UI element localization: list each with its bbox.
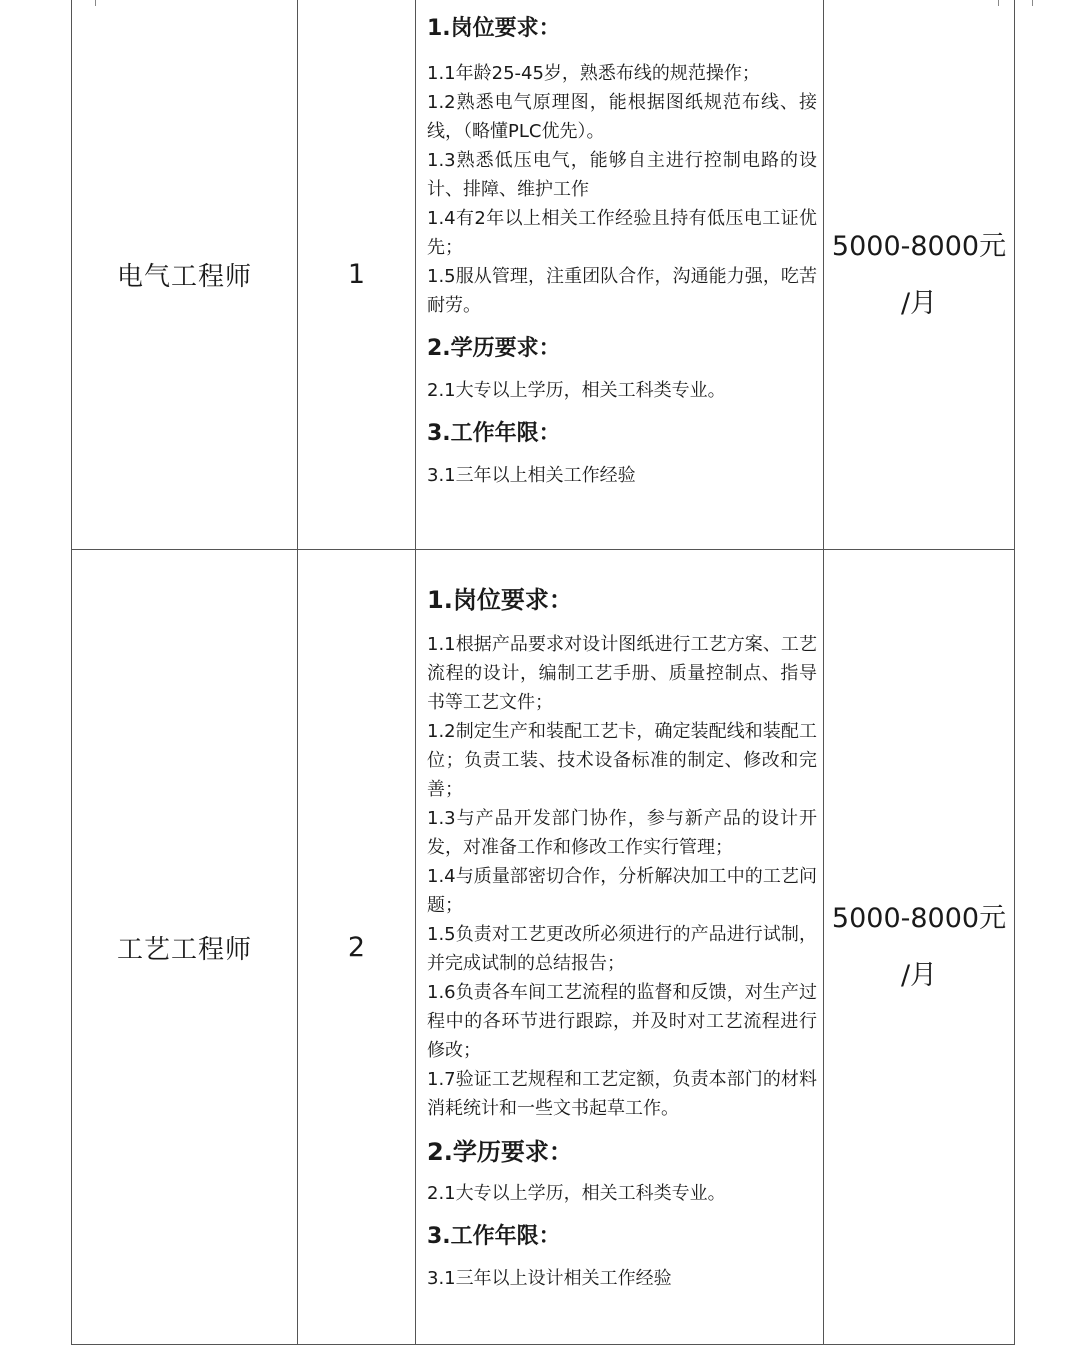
edge-tick-right-2 — [1032, 0, 1033, 6]
requirement-item: 1.2熟悉电气原理图，能根据图纸规范布线、接线，（略懂PLC优先）。 — [427, 92, 817, 142]
salary — [824, 550, 1014, 1344]
table-divider-2 — [415, 0, 416, 1345]
requirement-item: 1.4有2年以上相关工作经验且持有低压电工证优先； — [427, 208, 817, 258]
requirement-item: 2.1大专以上学历，相关工科类专业。 — [427, 1183, 726, 1204]
requirement-item: 3.1三年以上相关工作经验 — [427, 465, 636, 486]
salary-unit: /月 — [900, 287, 938, 319]
section-heading: 1.岗位要求： — [427, 586, 573, 614]
headcount: 2 — [347, 931, 366, 963]
requirement-item: 1.2制定生产和装配工艺卡，确定装配线和装配工位；负责工装、技术设备标准的制定、修改和完善； — [427, 721, 817, 800]
requirement-item: 1.1根据产品要求对设计图纸进行工艺方案、工艺流程的设计，编制工艺手册、质量控制点、指导书等工艺文件； — [427, 634, 817, 713]
requirement-item: 1.1年龄25-45岁，熟悉布线的规范操作； — [427, 63, 760, 84]
job-title: 电气工程师 — [116, 262, 252, 292]
section-heading: 3.工作年限： — [427, 421, 561, 446]
table-border-right — [1014, 0, 1015, 1345]
requirement-item: 1.5负责对工艺更改所必须进行的产品进行试制，并完成试制的总结报告； — [427, 924, 817, 974]
section-heading: 1.岗位要求： — [427, 16, 561, 41]
requirement-item: 3.1三年以上设计相关工作经验 — [427, 1268, 672, 1289]
job-title: 工艺工程师 — [116, 934, 252, 965]
requirement-item: 1.5服从管理，注重团队合作，沟通能力强，吃苦耐劳。 — [427, 266, 817, 316]
requirements — [427, 585, 817, 1293]
requirement-item: 1.7验证工艺规程和工艺定额，负责本部门的材料消耗统计和一些文书起草工作。 — [427, 1069, 817, 1119]
requirement-item: 1.6负责各车间工艺流程的监督和反馈，对生产过程中的各环节进行跟踪，并及时对工艺流程进行修改； — [427, 982, 817, 1061]
salary — [824, 0, 1014, 549]
section-heading: 2.学历要求： — [427, 336, 561, 361]
salary-amount: 5000-8000元 — [831, 903, 1007, 934]
headcount: 1 — [347, 259, 366, 290]
requirement-item: 2.1大专以上学历，相关工科类专业。 — [427, 380, 726, 401]
salary-amount: 5000-8000元 — [831, 230, 1007, 262]
table-border-bottom — [71, 1344, 1015, 1345]
requirement-item: 1.3与产品开发部门协作，参与新产品的设计开发，对准备工作和修改工作实行管理； — [427, 808, 817, 858]
section-heading: 3.工作年限： — [427, 1224, 561, 1249]
requirement-item: 1.4与质量部密切合作，分析解决加工中的工艺问题； — [427, 866, 817, 916]
requirements — [427, 14, 817, 490]
requirement-item: 1.3熟悉低压电气，能够自主进行控制电路的设计、排障、维护工作 — [427, 150, 817, 200]
section-heading: 2.学历要求： — [427, 1138, 573, 1166]
salary-unit: /月 — [900, 960, 938, 991]
